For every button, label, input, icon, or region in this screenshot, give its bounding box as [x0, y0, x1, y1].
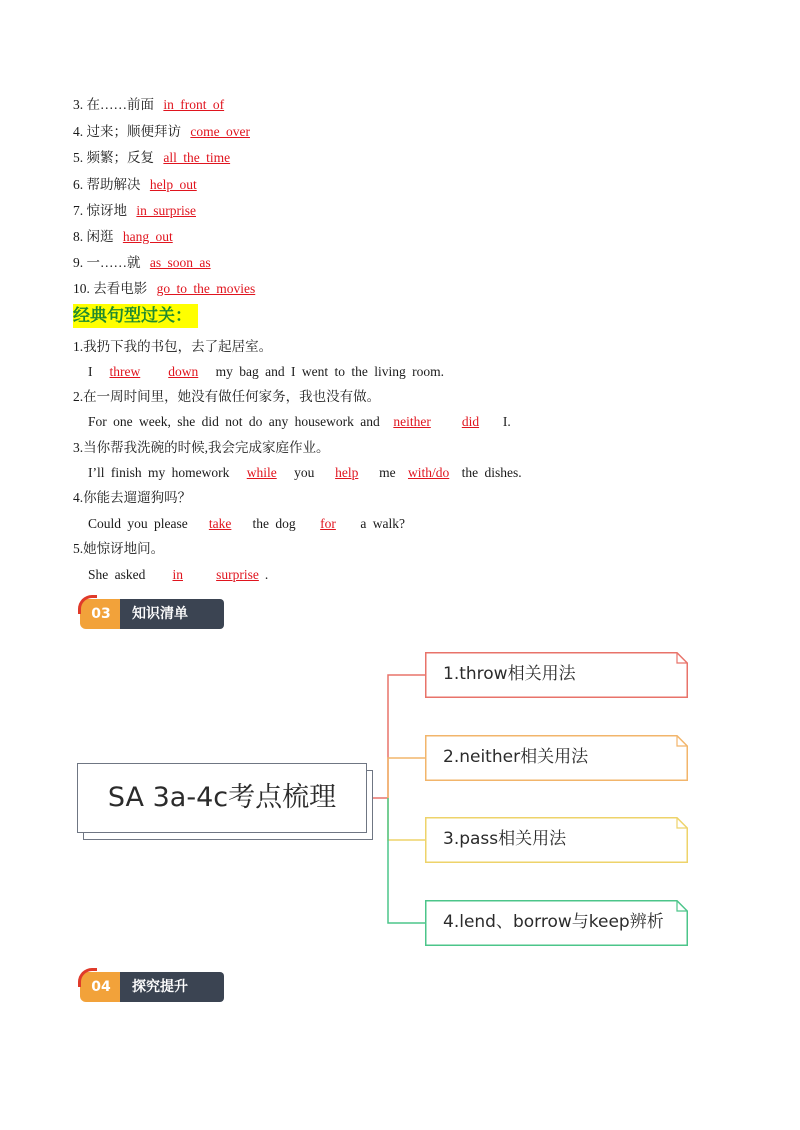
mindmap-root-node — [77, 763, 367, 833]
phrase-number: 10. — [73, 281, 90, 296]
sentence-text: the dishes. — [461, 465, 522, 480]
mindmap-branch-pass — [425, 817, 688, 863]
sentence-text: the dog — [252, 516, 296, 531]
sentence-text: you — [294, 465, 315, 480]
branch-1-connector — [388, 675, 425, 798]
sentence-answer: neither — [393, 414, 431, 429]
section-number: 04 — [80, 972, 122, 1002]
section-badge-exploration — [80, 970, 225, 1004]
branch-2-connector — [388, 758, 425, 798]
phrase-number: 6. — [73, 177, 84, 192]
sentence-text: me — [379, 465, 396, 480]
sentence-text: I — [88, 364, 93, 379]
phrase-chinese: 去看电影 — [93, 281, 148, 296]
sentence-answer: take — [208, 516, 232, 531]
branch-label: 2.neither相关用法 — [443, 747, 589, 767]
branch-4-connector — [388, 798, 425, 923]
sentence-text: I’ll finish my homework — [88, 465, 230, 480]
sentence-text: Could you please — [88, 516, 188, 531]
mindmap-branch-lend-borrow-keep — [425, 900, 688, 946]
phrase-number: 5. — [73, 150, 84, 165]
phrase-answer: come over — [190, 124, 250, 139]
branch-3-connector — [388, 798, 425, 840]
sentence-answer: with/do — [407, 465, 450, 480]
badge-arc-decoration — [78, 968, 97, 987]
sentence-answer: down — [168, 364, 199, 379]
sentence-text: a walk? — [360, 516, 405, 531]
sentence-4-chinese: 4.你能去遛遛狗吗？ — [73, 490, 192, 505]
sentence-answer: help — [335, 465, 359, 480]
sentence-section-heading: 经典句型过关： — [73, 304, 198, 328]
phrase-number: 3. — [73, 97, 84, 112]
sentence-answer: threw — [109, 364, 141, 379]
sentence-1-chinese: 1.我扔下我的书包，去了起居室。 — [73, 339, 273, 354]
sentence-5-chinese: 5.她惊讶地问。 — [73, 541, 165, 556]
phrase-chinese: 惊讶地 — [86, 203, 127, 218]
phrase-chinese: 帮助解决 — [86, 177, 141, 192]
phrase-chinese: 闲逛 — [86, 229, 114, 244]
branch-label: 4.lend、borrow与keep辨析 — [443, 912, 664, 932]
sentence-answer: surprise — [216, 567, 259, 582]
phrase-answer: in front of — [163, 97, 225, 112]
sentence-answer: for — [320, 516, 336, 531]
phrase-answer: hang out — [122, 229, 173, 244]
phrase-answer: as soon as — [149, 255, 211, 270]
mindmap-branch-throw — [425, 652, 688, 698]
phrase-chinese: 在……前面 — [86, 97, 154, 112]
phrase-number: 8. — [73, 229, 84, 244]
sentence-2-chinese: 2.在一周时间里，她没有做任何家务，我也没有做。 — [73, 389, 381, 404]
root-node-label: SA 3a-4c考点梳理 — [107, 782, 337, 813]
phrase-answer: help out — [149, 177, 197, 192]
branch-label: 1.throw相关用法 — [443, 664, 576, 684]
sentence-text: She asked — [88, 567, 146, 582]
phrase-number: 4. — [73, 124, 84, 139]
phrase-answer: go to the movies — [156, 281, 256, 296]
sentence-answer: in — [172, 567, 183, 582]
phrase-number: 9. — [73, 255, 84, 270]
section-title: 探究提升 — [120, 972, 224, 1002]
sentence-answer: did — [461, 414, 480, 429]
phrase-chinese: 一……就 — [86, 255, 141, 270]
mindmap-branch-neither — [425, 735, 688, 781]
section-title: 知识清单 — [120, 599, 224, 629]
sentence-3-chinese: 3.当你帮我洗碗的时候,我会完成家庭作业。 — [73, 440, 330, 455]
sentence-text: For one week, she did not do any housework and — [88, 414, 380, 429]
branch-label: 3.pass相关用法 — [443, 829, 567, 849]
sentence-answer: while — [246, 465, 277, 480]
sentence-text: . — [264, 567, 269, 582]
phrase-answer: in surprise — [136, 203, 196, 218]
sentence-text: I. — [502, 414, 511, 429]
phrase-number: 7. — [73, 203, 84, 218]
section-number: 03 — [80, 599, 122, 629]
phrase-answer: all the time — [163, 150, 231, 165]
sentence-text: my bag and I went to the living room. — [215, 364, 444, 379]
phrase-chinese: 过来；顺便拜访 — [86, 124, 181, 139]
phrase-chinese: 频繁；反复 — [86, 150, 154, 165]
